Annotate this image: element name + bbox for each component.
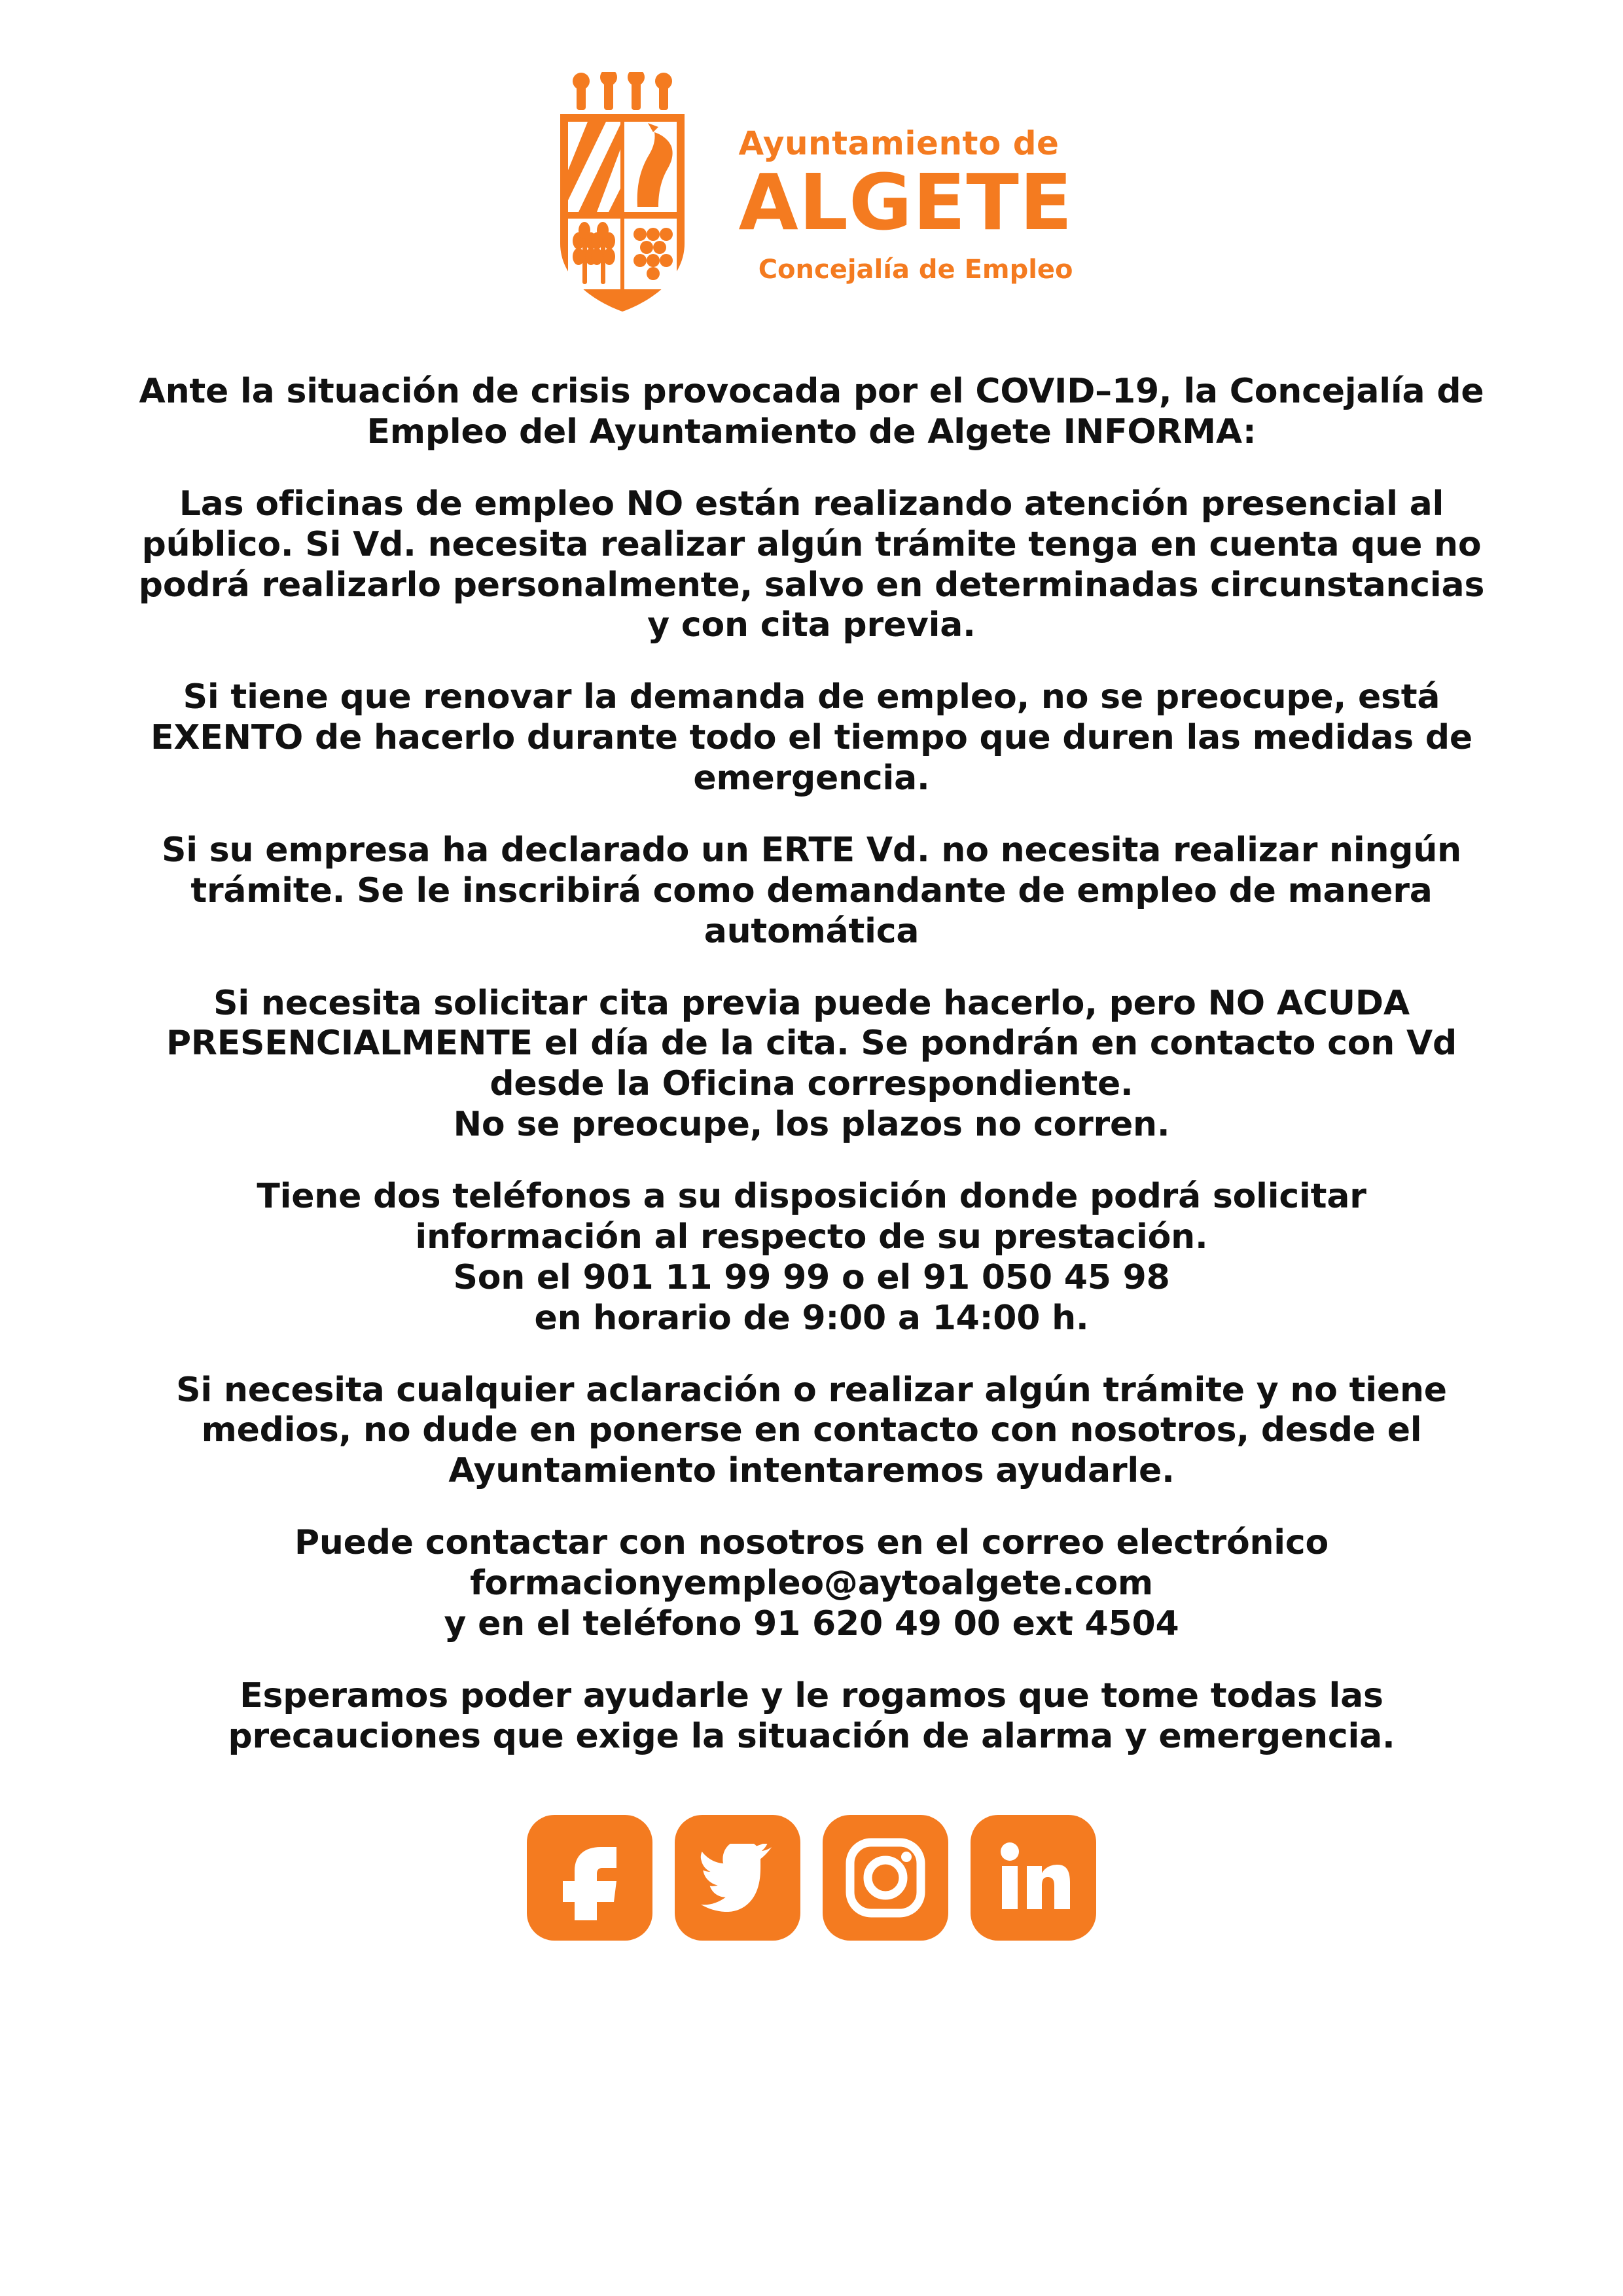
header: [550, 72, 1073, 321]
announcement-body: [137, 372, 1486, 1757]
paragraph-closing: Esperamos poder ayudarle y le rogamos que tome todas las precauciones que exige la situación de alarma y emergencia.: [228, 1676, 1395, 1756]
brand-main-label: ALGETE: [738, 157, 1073, 247]
paragraph-contact: Puede contactar con nosotros en el correo electrónico formacionyempleo@aytoalgete.com y en el teléfono 91 620 49 00 ext 4504: [294, 1523, 1329, 1643]
paragraph-appointment: Si necesita solicitar cita previa puede hacerlo, pero NO ACUDA PRESENCIALMENTE el día de la cita. Se pondrán en contacto con Vd desde la Oficina correspondiente. No se preocupe, los plazos no corren.: [166, 983, 1457, 1145]
paragraph-erte: Si su empresa ha declarado un ERTE Vd. no necesita realizar ningún trámite. Se le inscribirá como demandante de empleo de manera automática: [162, 830, 1461, 951]
paragraph-offices: Las oficinas de empleo NO están realizando atención presencial al público. Si Vd. necesita realizar algún trámite tenga en cuenta que no podrá realizarlo personalmente, salvo en determinadas circunstancias y con cita previa.: [138, 484, 1485, 645]
paragraph-help: Si necesita cualquier aclaración o realizar algún trámite y no tiene medios, no dude en ponerse en contacto con nosotros, desde el Ayuntamiento intentaremos ayudarle.: [176, 1370, 1447, 1491]
social-links: [527, 1815, 1096, 1941]
paragraph-phones: Tiene dos teléfonos a su disposición donde podrá solicitar información al respecto de su prestación. Son el 901 11 99 99 o el 91 050 45 98 en horario de 9:00 a 14:00 h.: [257, 1177, 1366, 1338]
brand-sub-label: Concejalía de Empleo: [758, 255, 1073, 285]
algete-coat-of-arms-icon: [550, 72, 713, 321]
instagram-icon[interactable]: [823, 1815, 948, 1941]
linkedin-icon[interactable]: [971, 1815, 1096, 1941]
brand-top-label: Ayuntamiento de: [738, 124, 1060, 162]
twitter-icon[interactable]: [675, 1815, 800, 1941]
facebook-icon[interactable]: [527, 1815, 652, 1941]
paragraph-intro: Ante la situación de crisis provocada por el COVID–19, la Concejalía de Empleo del Ayuntamiento de Algete INFORMA:: [139, 372, 1484, 452]
paragraph-renewal: Si tiene que renovar la demanda de empleo, no se preocupe, está EXENTO de hacerlo durante todo el tiempo que duren las medidas de emergencia.: [151, 677, 1472, 798]
brand-block: [738, 110, 1073, 283]
